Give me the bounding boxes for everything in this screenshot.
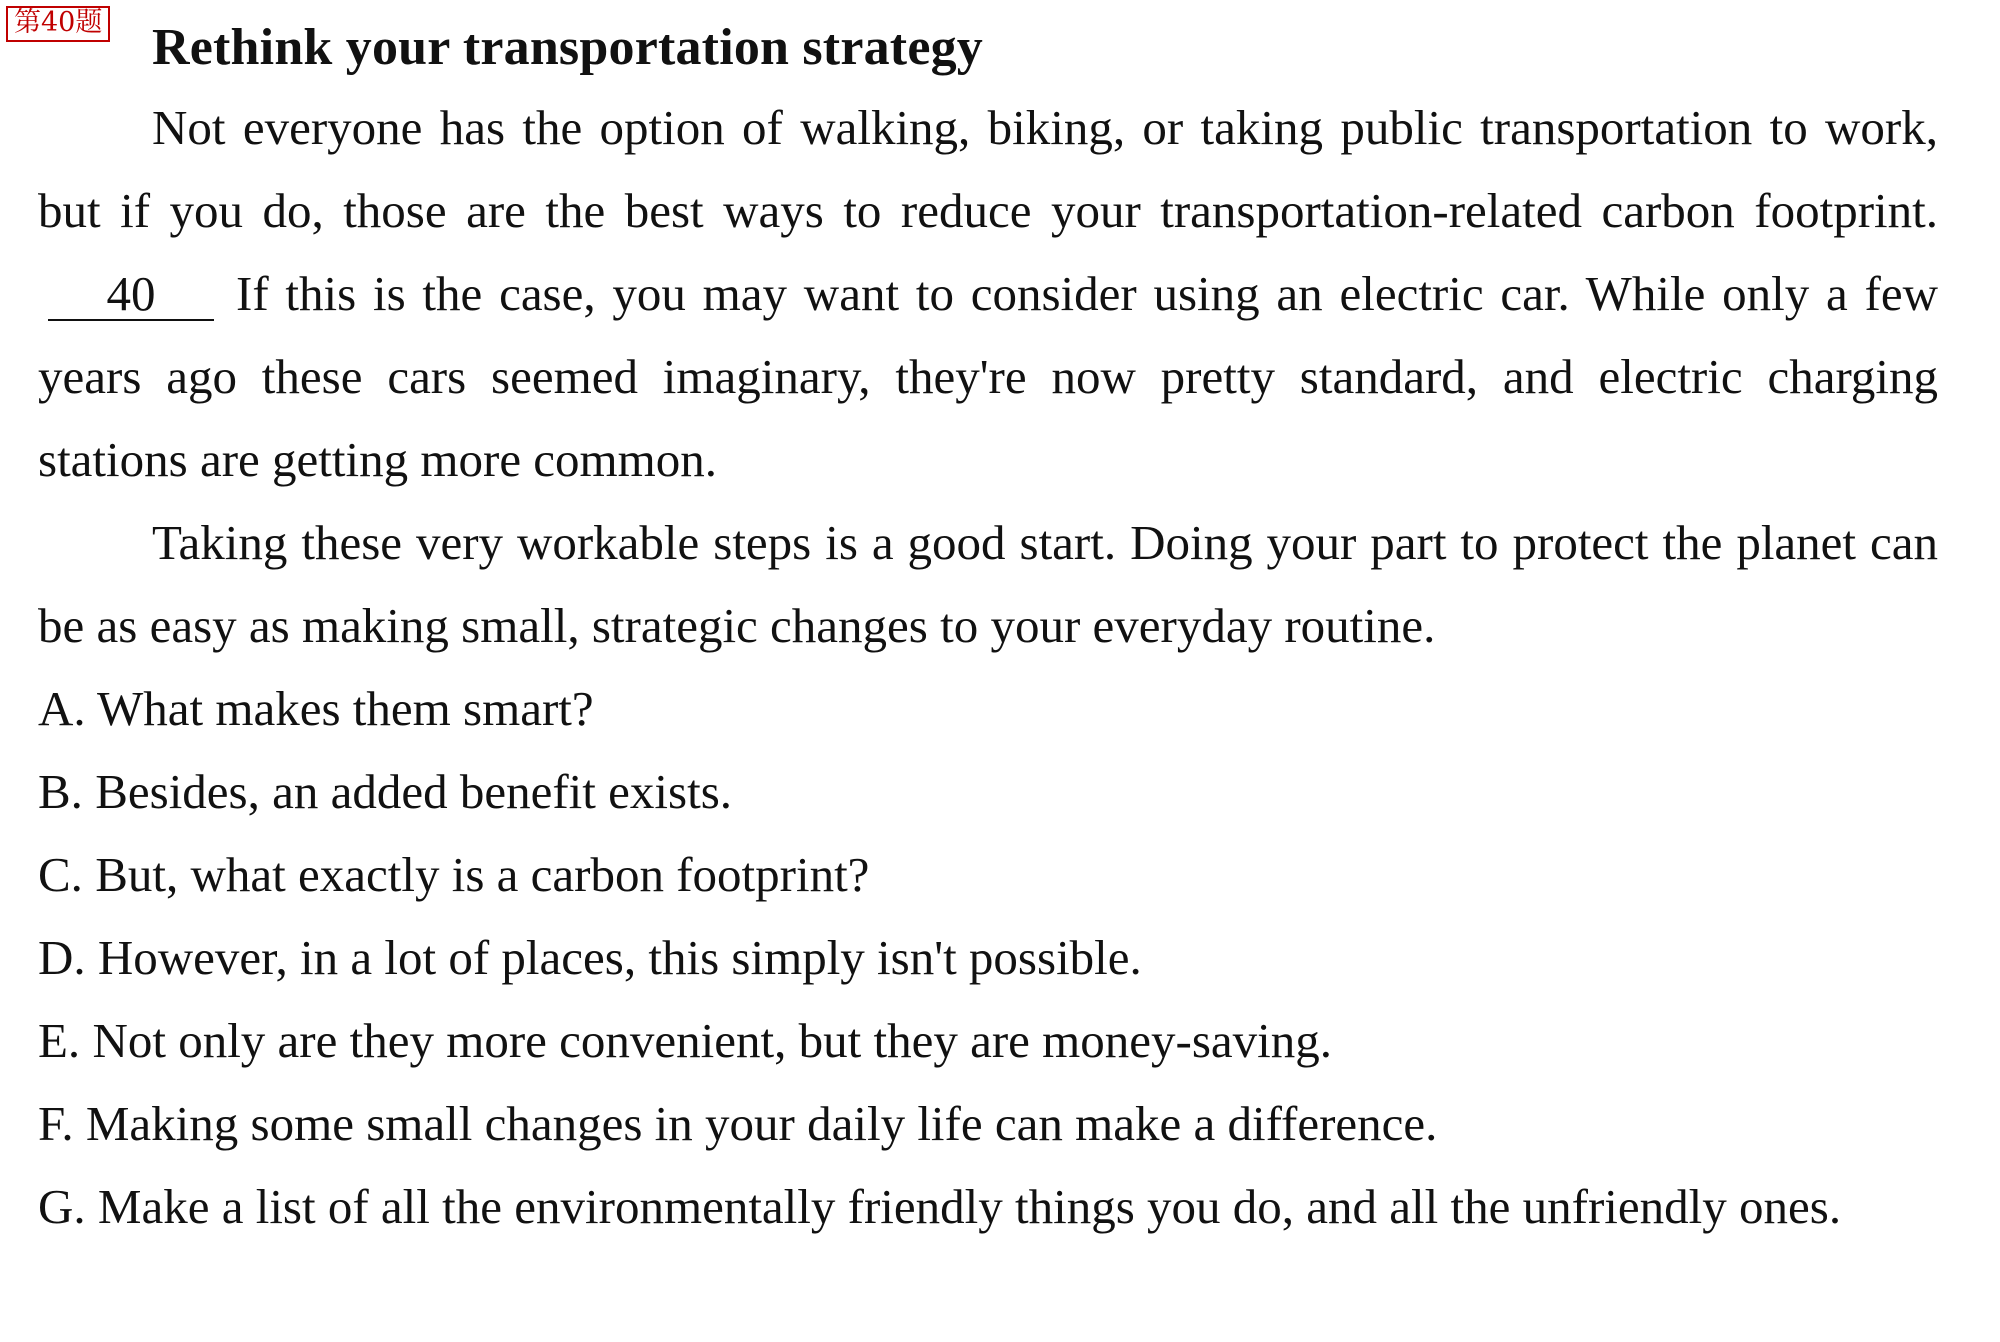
- passage-title: Rethink your transportation strategy: [152, 19, 983, 76]
- option-letter: B.: [38, 764, 83, 819]
- paragraph-1-after-blank: If this is the case, you may want to consider using an electric car. While only a few years ago these cars seemed imaginary, they're now pretty standard, and electric charging stations are getting more common.: [38, 266, 1938, 487]
- option-text: Make a list of all the environmentally friendly things you do, and all the unfriendly ones.: [97, 1179, 1842, 1234]
- paragraph-2: Taking these very workable steps is a good start. Doing your part to protect the planet can be as easy as making small, strategic changes to your everyday routine.: [38, 515, 1938, 653]
- option-letter: F.: [38, 1096, 74, 1151]
- option-g: [38, 1165, 1938, 1248]
- option-d: [38, 916, 1938, 999]
- option-letter: G.: [38, 1179, 86, 1234]
- option-b: [38, 750, 1938, 833]
- answer-blank-40: 40: [48, 269, 214, 321]
- option-letter: D.: [38, 930, 86, 985]
- answer-options: [38, 667, 1938, 1248]
- option-letter: A.: [38, 681, 86, 736]
- option-letter: E.: [38, 1013, 81, 1068]
- option-text: But, what exactly is a carbon footprint?: [95, 847, 870, 902]
- option-text: What makes them smart?: [97, 681, 594, 736]
- option-text: However, in a lot of places, this simply isn't possible.: [97, 930, 1142, 985]
- passage: [38, 10, 1938, 1248]
- option-text: Making some small changes in your daily life can make a difference.: [85, 1096, 1438, 1151]
- option-letter: C.: [38, 847, 83, 902]
- paragraph-1: [38, 86, 1938, 501]
- option-e: [38, 999, 1938, 1082]
- option-f: [38, 1082, 1938, 1165]
- paragraph-1-before-blank: Not everyone has the option of walking, biking, or taking public transportation to work, but if you do, those are the best ways to reduce your transportation-related carbon footprint.: [38, 100, 1938, 238]
- option-text: Besides, an added benefit exists.: [95, 764, 733, 819]
- option-c: [38, 833, 1938, 916]
- question-number-badge: 第40题: [6, 6, 110, 42]
- option-text: Not only are they more convenient, but they are money-saving.: [92, 1013, 1333, 1068]
- option-a: [38, 667, 1938, 750]
